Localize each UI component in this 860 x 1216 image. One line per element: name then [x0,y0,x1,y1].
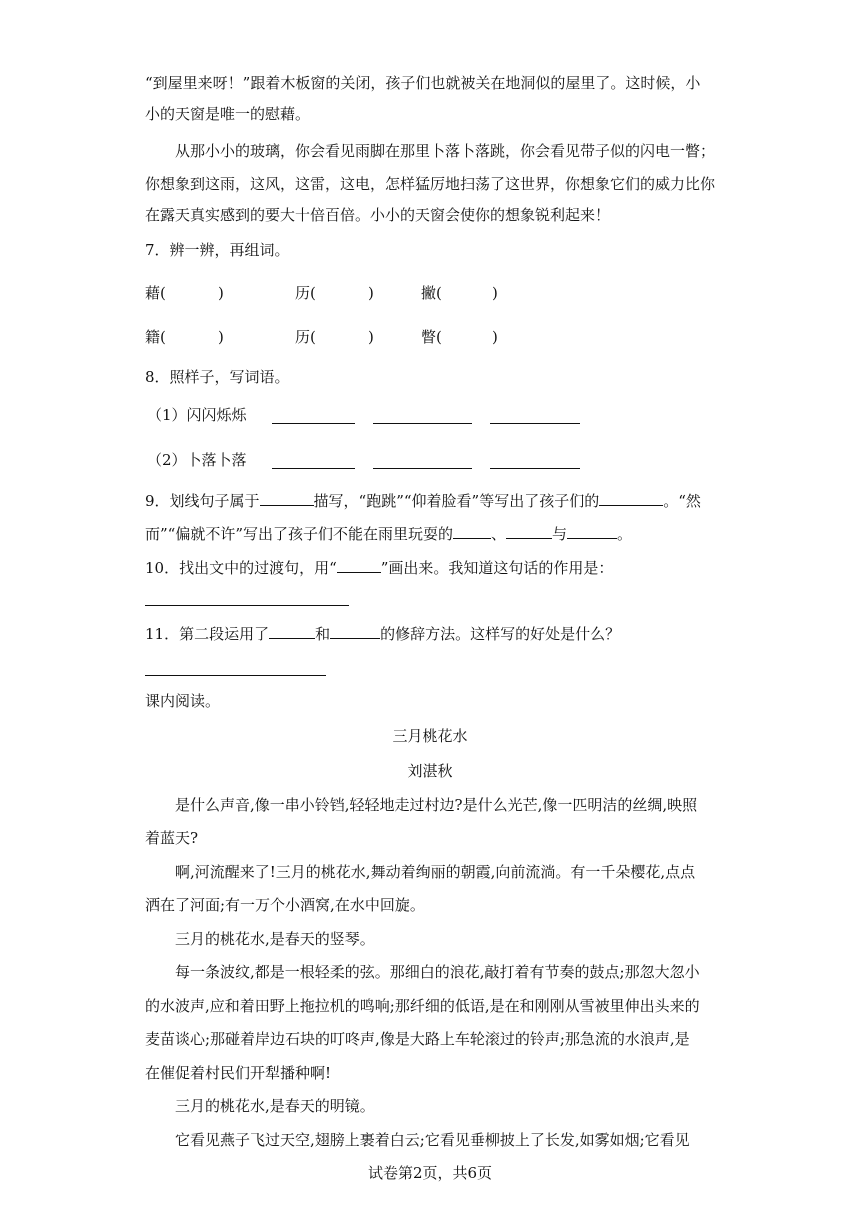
answer-blank[interactable] [269,624,315,639]
answer-blank[interactable] [506,524,552,539]
answer-line[interactable] [145,605,349,606]
q7-char-2: 历( [295,284,316,302]
passage2-line: 麦苗谈心;那碰着岸边石块的叮咚声,像是大路上车轮滚过的铃声;那急流的水浪声,是 [145,1030,690,1048]
q7-close: ) [368,284,374,302]
q10-text: 10．找出文中的过渡句，用“ [145,559,337,577]
passage2-line: 啊,河流醒来了!三月的桃花水,舞动着绚丽的朝霞,向前流淌。有一千朵樱花,点点 [175,863,696,881]
answer-blank[interactable] [260,491,314,506]
passage2-line: 洒在了河面;有一万个小酒窝,在水中回旋。 [145,896,425,914]
q11-text: 的修辞方法。这样写的好处是什么？ [380,625,621,643]
passage2-line: 三月的桃花水,是春天的明镜。 [175,1097,375,1115]
q7-close: ) [218,328,224,346]
section-intro: 课内阅读。 [145,692,221,710]
answer-line[interactable] [145,675,326,676]
passage2-line: 的水波声,应和着田野上拖拉机的鸣响;那纤细的低语,是在和刚刚从雪被里伸出头来的 [145,997,700,1015]
question-10 [145,558,613,578]
passage1-line: “到屋里来呀！”跟着木板窗的关闭，孩子们也就被关在地洞似的屋里了。这时候，小 [145,74,701,92]
passage1-line: 从那小小的玻璃，你会看见雨脚在那里卜落卜落跳，你会看见带子似的闪电一瞥； [175,142,716,160]
passage2-line: 三月的桃花水,是春天的竖琴。 [175,930,375,948]
answer-blank[interactable] [567,524,617,539]
q8-example-2: （2）卜落卜落 [147,451,247,469]
passage2-line: 在催促着村民们开犁播种啊! [145,1064,332,1082]
q7-close: ) [492,284,498,302]
passage-title: 三月桃花水 [392,727,468,745]
q7-close: ) [492,328,498,346]
q11-text: 和 [315,625,331,643]
q7-char-3: 撇( [421,284,442,302]
underline-sample [337,558,381,573]
q9-text: 描写，“跑跳”“仰着脸看”等写出了孩子们的 [313,492,600,510]
passage1-line: 你想象到这雨，这风，这雷，这电，怎样猛厉地扫荡了这世界，你想象它们的威力比你 [145,175,716,193]
q7-close: ) [368,328,374,346]
question-9-line-1 [145,491,701,511]
q11-text: 11．第二段运用了 [145,625,270,643]
question-9-line-2 [145,524,632,544]
q7-char-5: 历( [295,328,316,346]
answer-blank[interactable] [373,423,472,424]
answer-blank[interactable] [490,468,580,469]
question-11 [145,624,620,644]
q9-text: 9．划线句子属于 [145,492,260,510]
passage1-line: 小的天窗是唯一的慰藉。 [145,105,311,123]
q9-text: 而”“偏就不许”写出了孩子们不能在雨里玩耍的 [145,525,454,543]
page-footer: 试卷第2页，共6页 [367,1164,493,1182]
q9-text: 。“然 [663,492,701,510]
q9-text: 、 [491,525,507,543]
q7-char-1: 藉( [145,284,166,302]
passage-author: 刘湛秋 [407,762,453,780]
question-7-prompt: 7．辨一辨，再组词。 [145,241,290,259]
passage2-line: 它看见燕子飞过天空,翅膀上裹着白云;它看见垂柳披上了长发,如雾如烟;它看见 [175,1131,690,1149]
answer-blank[interactable] [453,524,491,539]
answer-blank[interactable] [490,423,580,424]
q7-close: ) [218,284,224,302]
q9-text: 与 [552,525,568,543]
q8-example-1: （1）闪闪烁烁 [147,406,247,424]
passage2-line: 是什么声音,像一串小铃铛,轻轻地走过村边?是什么光芒,像一匹明洁的丝绸,映照 [175,796,698,814]
answer-blank[interactable] [272,468,355,469]
answer-blank[interactable] [599,491,663,506]
answer-blank[interactable] [373,468,472,469]
q7-char-4: 籍( [145,328,166,346]
question-8-prompt: 8．照样子，写词语。 [145,368,290,386]
passage2-line: 着蓝天? [145,829,199,847]
q10-text: ”画出来。我知道这句话的作用是： [380,559,614,577]
q9-text: 。 [617,525,633,543]
passage1-line: 在露天真实感到的要大十倍百倍。小小的天窗会使你的想象锐利起来！ [145,206,611,224]
answer-blank[interactable] [272,423,355,424]
passage2-line: 每一条波纹,都是一根轻柔的弦。那细白的浪花,敲打着有节奏的鼓点;那忽大忽小 [175,963,700,981]
q7-char-6: 瞥( [421,328,442,346]
answer-blank[interactable] [330,624,380,639]
